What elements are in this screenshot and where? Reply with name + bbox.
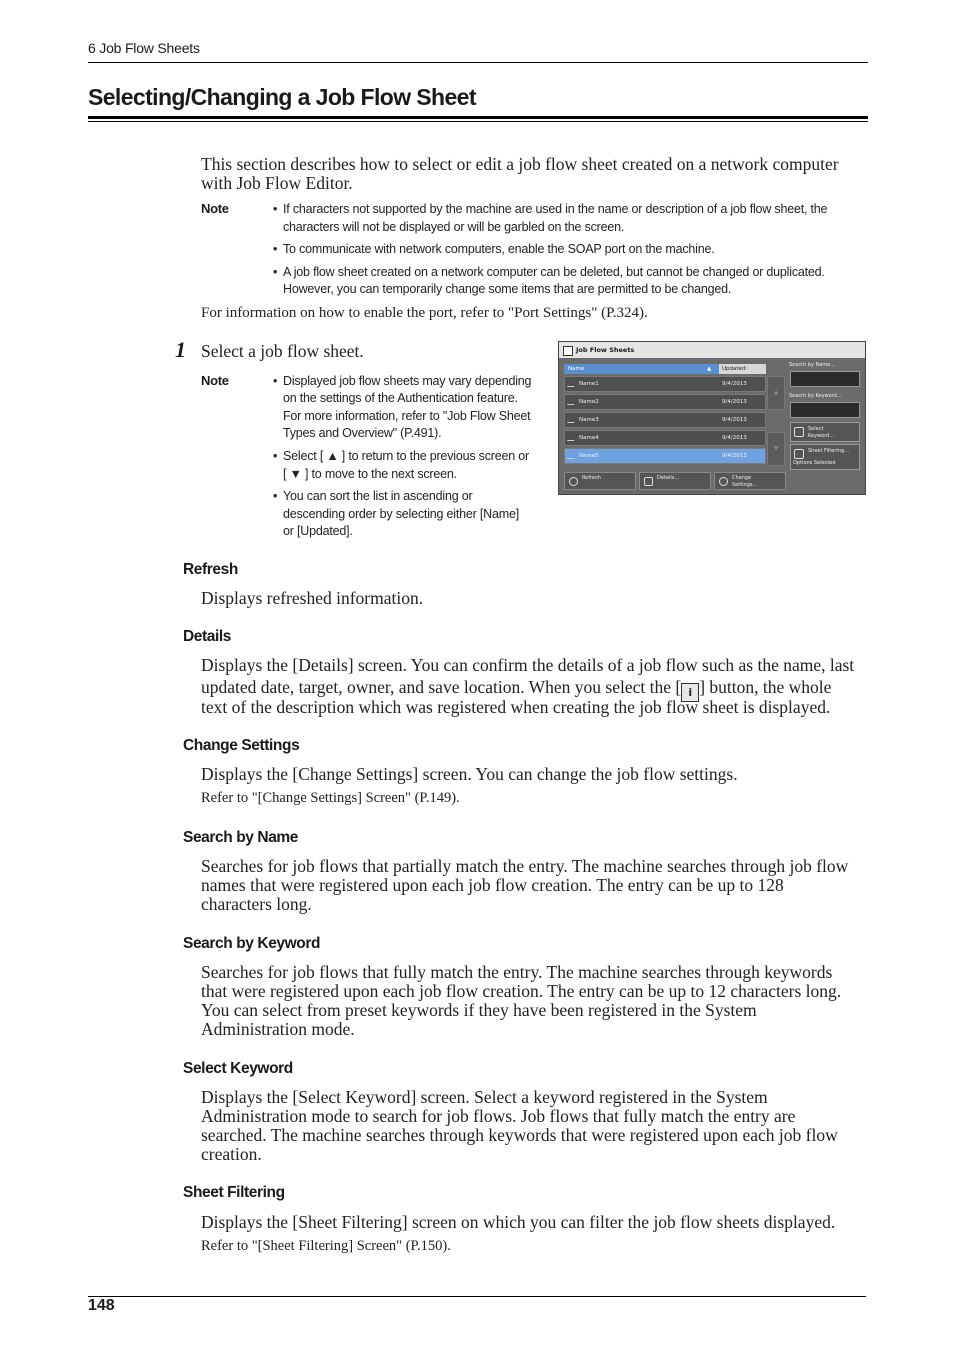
row-date: 9/4/2013 <box>722 453 747 459</box>
details-line-1: Displays the [Details] screen. You can confirm the details of a job flow such as the name, last <box>201 655 855 675</box>
details-line-2a: updated date, target, owner, and save location. When you select the [ <box>201 677 682 697</box>
search-by-name-input[interactable] <box>790 371 860 387</box>
search-by-name-line-1: Searches for job flows that partially match the entry. The machine searches through job flow <box>201 856 849 876</box>
row-date: 9/4/2013 <box>722 417 747 423</box>
options-selected-status: Options Selected <box>793 460 836 466</box>
column-name-header[interactable]: Name <box>568 366 585 372</box>
select-keyword-line-1: Displays the [Select Keyword] screen. Select a keyword registered in the System <box>201 1087 768 1107</box>
sheet-filtering-description: Displays the [Sheet Filtering] screen on which you can filter the job flow sheets displayed. <box>201 1212 836 1232</box>
step-text: Select a job flow sheet. <box>201 341 364 361</box>
button-label-line-2: Settings... <box>732 482 758 488</box>
row-name: Name1 <box>579 381 599 387</box>
sort-up-icon: ▲ <box>707 366 712 372</box>
note-bullet: • <box>273 265 278 279</box>
details-heading: Details <box>183 628 232 645</box>
note2-item-3-line-2: descending order by selecting either [Name] <box>283 507 519 521</box>
note2-item-3-line-3: or [Updated]. <box>283 524 353 538</box>
note2-item-2-line-1: Select [ ▲ ] to return to the previous screen or <box>283 449 529 463</box>
row-name: Name4 <box>579 435 599 441</box>
page-number: 148 <box>88 1297 115 1314</box>
info-icon <box>644 477 653 486</box>
change-settings-heading: Change Settings <box>183 737 300 754</box>
sheet-filtering-button[interactable] <box>790 444 860 470</box>
note2-item-1-line-3: For more information, refer to "Job Flow Sheet <box>283 409 531 423</box>
select-keyword-button[interactable] <box>790 422 860 442</box>
select-keyword-line-3: searched. The machine searches through keywords that were registered upon each job flow <box>201 1125 838 1145</box>
search-by-name-label: Search by Name... <box>789 362 836 368</box>
list-row-selected[interactable] <box>564 448 766 464</box>
note-label: Note <box>201 373 229 388</box>
running-head: 6 Job Flow Sheets <box>88 40 200 56</box>
column-updated-header[interactable]: Updated: <box>719 364 766 374</box>
job-flow-icon <box>563 346 573 356</box>
sheet-filtering-heading: Sheet Filtering <box>183 1184 285 1201</box>
select-keyword-line-4: creation. <box>201 1144 262 1164</box>
row-name: Name5 <box>579 453 599 459</box>
note-item-1-line-1: If characters not supported by the machine are used in the name or description of a job flow sheet, the <box>283 202 828 216</box>
search-icon <box>794 427 804 437</box>
refresh-button[interactable] <box>564 472 636 490</box>
step-number: 1 <box>175 337 186 362</box>
details-line-2b: ] button, the whole <box>699 677 832 697</box>
search-by-name-line-2: names that were registered upon each job flow creation. The entry can be up to 128 <box>201 875 784 895</box>
note-bullet: • <box>273 489 278 503</box>
search-by-keyword-label: Search by Keyword... <box>789 393 842 399</box>
row-date: 9/4/2013 <box>722 435 747 441</box>
title-rule-thin <box>88 121 868 122</box>
intro-line-1: This section describes how to select or edit a job flow sheet created on a network computer <box>201 154 839 174</box>
note2-item-1-line-4: Types and Overview" (P.491). <box>283 426 442 440</box>
screen-titlebar <box>559 342 865 358</box>
row-name: Name2 <box>579 399 599 405</box>
intro-line-2: with Job Flow Editor. <box>201 173 353 193</box>
note-item-1-line-2: characters will not be displayed or will be garbled on the screen. <box>283 220 625 234</box>
sheet-icon <box>567 382 576 387</box>
row-name: Name3 <box>579 417 599 423</box>
search-by-name-heading: Search by Name <box>183 829 299 846</box>
details-button[interactable] <box>639 472 711 490</box>
sheet-list <box>564 364 766 468</box>
note-item-3-line-2: However, you can temporarily change some items that are permitted to be changed. <box>283 282 732 296</box>
button-label: Sheet Filtering... <box>808 448 849 454</box>
row-date: 9/4/2013 <box>722 399 747 405</box>
note-item-3-line-1: A job flow sheet created on a network computer can be deleted, but cannot be changed or duplicated. <box>283 265 825 279</box>
note-bullet: • <box>273 374 278 388</box>
refresh-icon <box>569 477 578 486</box>
list-row[interactable] <box>564 430 766 446</box>
search-by-keyword-line-1: Searches for job flows that fully match the entry. The machine searches through keywords <box>201 962 833 982</box>
job-flow-sheets-screen <box>558 341 866 495</box>
details-line-3: text of the description which was registered when creating the job flow sheet is displayed. <box>201 697 831 717</box>
change-settings-description: Displays the [Change Settings] screen. You can change the job flow settings. <box>201 764 738 784</box>
header-rule <box>88 62 868 63</box>
note2-item-1-line-1: Displayed job flow sheets may vary depending <box>283 374 532 388</box>
footer-rule <box>88 1296 866 1297</box>
sheet-filtering-reference[interactable]: Refer to "[Sheet Filtering] Screen" (P.150). <box>201 1238 451 1254</box>
refresh-heading: Refresh <box>183 561 238 578</box>
button-label: Details... <box>657 475 680 481</box>
button-label-line-2: Keyword... <box>808 433 835 439</box>
screen-title: Job Flow Sheets <box>576 346 635 354</box>
refresh-description: Displays refreshed information. <box>201 588 424 608</box>
note2-item-2-line-2: [ ▼ ] to move to the next screen. <box>283 467 457 481</box>
note-bullet: • <box>273 202 278 216</box>
sheet-icon <box>567 400 576 405</box>
scroll-down-button[interactable]: ▼ <box>767 432 785 466</box>
search-by-name-line-3: characters long. <box>201 894 312 914</box>
sheet-icon <box>567 436 576 441</box>
list-row[interactable] <box>564 412 766 428</box>
filter-icon <box>794 449 804 459</box>
button-label-line-1: Change <box>732 475 752 481</box>
row-date: 9/4/2013 <box>722 381 747 387</box>
search-by-keyword-input[interactable] <box>790 402 860 418</box>
note-label: Note <box>201 201 229 216</box>
sheet-icon <box>567 418 576 423</box>
search-by-keyword-line-3: You can select from preset keywords if they have been registered in the System <box>201 1000 757 1020</box>
search-by-keyword-line-2: that were registered upon each job flow creation. The entry can be up to 12 characters long. <box>201 981 842 1001</box>
select-keyword-heading: Select Keyword <box>183 1060 293 1077</box>
list-row[interactable] <box>564 394 766 410</box>
scroll-up-button[interactable]: ▲ <box>767 376 785 410</box>
info-icon: i <box>681 683 699 702</box>
title-rule <box>88 116 868 119</box>
change-settings-reference[interactable]: Refer to "[Change Settings] Screen" (P.149). <box>201 790 460 806</box>
select-keyword-line-2: Administration mode to search for job flows. Job flows that fully match the entry are <box>201 1106 796 1126</box>
note2-item-1-line-2: on the settings of the Authentication feature. <box>283 391 518 405</box>
note-item-2: To communicate with network computers, enable the SOAP port on the machine. <box>283 242 715 256</box>
page-title: Selecting/Changing a Job Flow Sheet <box>88 84 476 110</box>
note2-item-3-line-1: You can sort the list in ascending or <box>283 489 473 503</box>
gear-icon <box>719 477 728 486</box>
note-bullet: • <box>273 449 278 463</box>
search-by-keyword-line-4: Administration mode. <box>201 1019 355 1039</box>
port-reference[interactable]: For information on how to enable the port, refer to "Port Settings" (P.324). <box>201 305 648 321</box>
button-label: Refresh <box>582 475 601 481</box>
list-row[interactable] <box>564 376 766 392</box>
note-bullet: • <box>273 242 278 256</box>
button-label-line-1: Select <box>808 426 824 432</box>
sheet-icon <box>567 454 576 459</box>
change-settings-button[interactable] <box>714 472 786 490</box>
list-header <box>564 364 766 374</box>
search-by-keyword-heading: Search by Keyword <box>183 935 321 952</box>
